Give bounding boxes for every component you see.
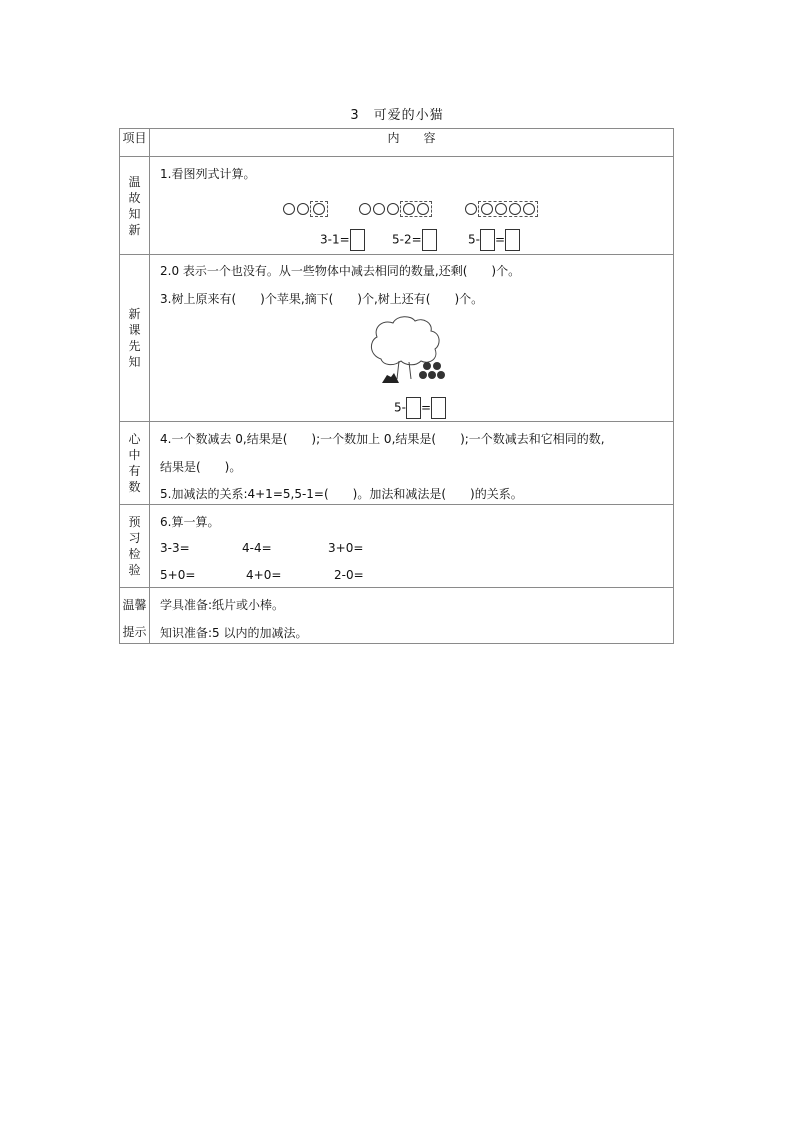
- row-content-preview: [150, 255, 674, 422]
- apple-tree-illustration: [365, 315, 465, 387]
- equation-3: 5- =: [468, 229, 520, 251]
- row-label-check: 预习检验: [120, 505, 150, 588]
- row-review: [120, 157, 674, 255]
- question-2: 2.0 表示一个也没有。从一些物体中减去相同的数量,还剩( )个。: [160, 264, 521, 278]
- tip-knowledge: 知识准备:5 以内的加减法。: [160, 626, 308, 640]
- row-label-mind: 心中有数: [120, 422, 150, 505]
- circle-icon: [495, 203, 507, 215]
- exercise-item: 2-0=: [334, 568, 364, 582]
- exercise-item: 3-3=: [160, 541, 190, 555]
- circle-icon: [359, 203, 371, 215]
- row-content-check: [150, 505, 674, 588]
- row-content-mind: [150, 422, 674, 505]
- circle-icon: [403, 203, 415, 215]
- equation-preview: 5- =: [394, 397, 446, 419]
- answer-box[interactable]: [431, 397, 446, 419]
- question-5: 5.加减法的关系:4+1=5,5-1=( )。加法和减法是( )的关系。: [160, 487, 523, 501]
- header-content: 内 容: [150, 129, 674, 157]
- preview-sheet-table: [119, 128, 674, 644]
- row-tips: [120, 588, 674, 644]
- row-label-preview: 新课先知: [120, 255, 150, 422]
- circle-icon: [387, 203, 399, 215]
- cat-icon: [382, 373, 399, 383]
- circle-icon: [465, 203, 477, 215]
- circle-group-2: [358, 201, 432, 217]
- answer-box[interactable]: [480, 229, 495, 251]
- circle-icon: [417, 203, 429, 215]
- circle-icon: [481, 203, 493, 215]
- answer-box[interactable]: [505, 229, 520, 251]
- header-item: 项目: [120, 129, 150, 157]
- circle-icon: [523, 203, 535, 215]
- circle-icon: [373, 203, 385, 215]
- question-4: 4.一个数减去 0,结果是( );一个数加上 0,结果是( );一个数减去和它相同的数,: [160, 432, 605, 446]
- fallen-apples-icon: [419, 362, 445, 379]
- crossed-out-group: [478, 201, 538, 217]
- row-preview: [120, 255, 674, 422]
- circle-group-3: [464, 201, 538, 217]
- question-3: 3.树上原来有( )个苹果,摘下( )个,树上还有( )个。: [160, 292, 484, 306]
- exercise-item: 4-4=: [242, 541, 272, 555]
- tip-tools: 学具准备:纸片或小棒。: [160, 598, 285, 612]
- circle-group-1: [282, 201, 328, 217]
- equation-2: 5-2=: [392, 229, 437, 251]
- row-content-review: [150, 157, 674, 255]
- row-label-review: 温故知新: [120, 157, 150, 255]
- circle-icon: [509, 203, 521, 215]
- row-label-tips: [120, 588, 150, 644]
- exercise-item: 4+0=: [246, 568, 282, 582]
- answer-box[interactable]: [350, 229, 365, 251]
- table-header-row: [120, 129, 674, 157]
- question-1: 1.看图列式计算。: [160, 167, 256, 181]
- circle-icon: [297, 203, 309, 215]
- exercise-item: 5+0=: [160, 568, 196, 582]
- circle-icon: [313, 203, 325, 215]
- tips-label-line-1: 温馨: [122, 598, 147, 612]
- page-title: 3 可爱的小猫: [350, 108, 444, 123]
- row-check: [120, 505, 674, 588]
- circle-icon: [283, 203, 295, 215]
- question-6: 6.算一算。: [160, 515, 220, 529]
- exercise-item: 3+0=: [328, 541, 364, 555]
- row-content-tips: [150, 588, 674, 644]
- crossed-out-group: [400, 201, 432, 217]
- equation-1: 3-1=: [320, 229, 365, 251]
- tips-label-line-2: 提示: [122, 625, 147, 639]
- row-mind: [120, 422, 674, 505]
- crossed-out-group: [310, 201, 328, 217]
- answer-box[interactable]: [422, 229, 437, 251]
- tree-crown-icon: [371, 317, 439, 365]
- answer-box[interactable]: [406, 397, 421, 419]
- question-4-continued: 结果是( )。: [160, 460, 242, 474]
